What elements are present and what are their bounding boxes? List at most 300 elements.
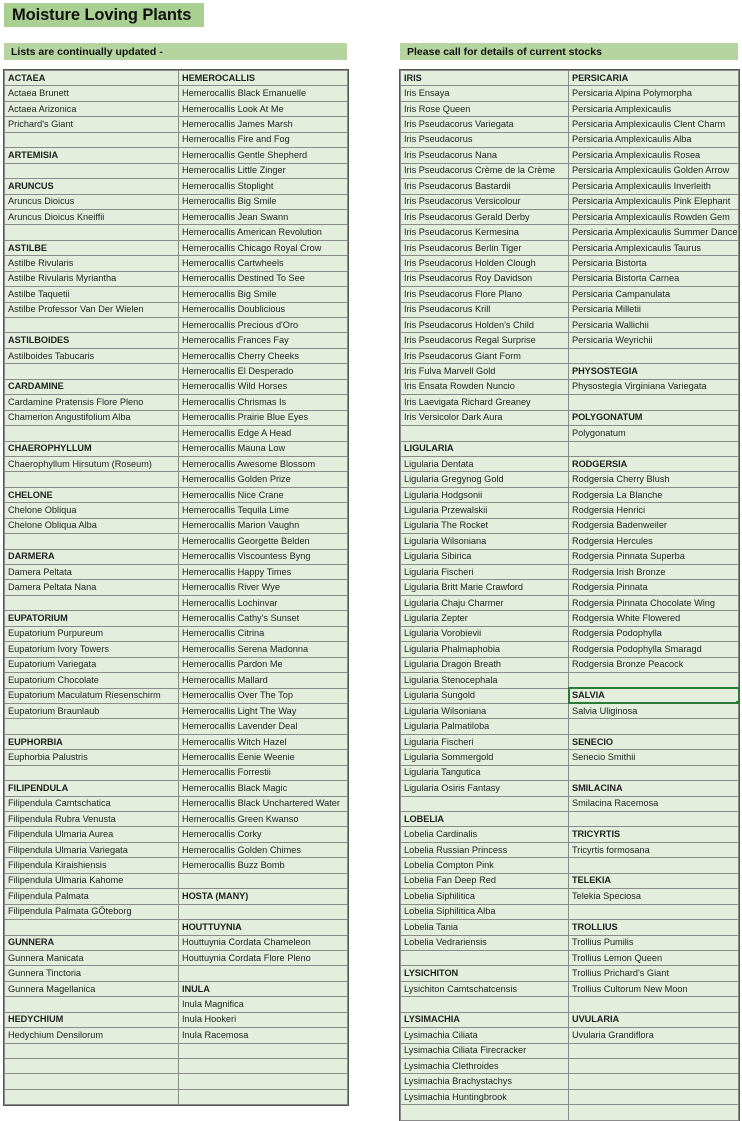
plant-name-cell[interactable]: Persicaria Amplexicaulis Rowden Gem: [569, 209, 739, 224]
plant-name-cell[interactable]: Astilbe Taquetii: [5, 287, 179, 302]
plant-name-cell[interactable]: Tricyrtis formosana: [569, 842, 739, 857]
genus-heading-cell[interactable]: ARTEMISIA: [5, 148, 179, 163]
plant-name-cell[interactable]: Iris Pseudacorus Krill: [401, 302, 569, 317]
plant-name-cell[interactable]: Hemerocallis El Desperado: [179, 364, 348, 379]
plant-name-cell[interactable]: Persicaria Weyrichii: [569, 333, 739, 348]
genus-heading-cell[interactable]: TROLLIUS: [569, 920, 739, 935]
table-row: [401, 163, 739, 178]
plant-name-cell[interactable]: Ligularia Palmatiloba: [401, 719, 569, 734]
table-row: [5, 333, 348, 348]
empty-cell[interactable]: [5, 472, 179, 487]
plant-name-cell[interactable]: Iris Pseudacorus Nana: [401, 148, 569, 163]
plant-name-cell[interactable]: Persicaria Alpina Polymorpha: [569, 86, 739, 101]
plant-name-cell[interactable]: Hemerocallis Look At Me: [179, 101, 348, 116]
plant-name-cell[interactable]: Iris Pseudacorus Holden Clough: [401, 256, 569, 271]
table-row: [401, 889, 739, 904]
plant-name-cell[interactable]: Hemerocallis Golden Chimes: [179, 842, 348, 857]
plant-name-cell[interactable]: Persicaria Campanulata: [569, 287, 739, 302]
empty-cell[interactable]: [569, 441, 739, 456]
plant-name-cell[interactable]: Ligularia Wilsoniana: [401, 534, 569, 549]
plant-name-cell[interactable]: Hemerocallis Prairie Blue Eyes: [179, 410, 348, 425]
plant-name-cell[interactable]: Hemerocallis Over The Top: [179, 688, 348, 703]
empty-cell[interactable]: [569, 1043, 739, 1058]
empty-cell[interactable]: [179, 904, 348, 919]
empty-cell[interactable]: [401, 997, 569, 1012]
table-row: [5, 642, 348, 657]
empty-cell[interactable]: [179, 1043, 348, 1058]
plant-name-cell[interactable]: Persicaria Amplexicaulis Rosea: [569, 148, 739, 163]
plant-name-cell[interactable]: Rodgersia Hercules: [569, 534, 739, 549]
plant-name-cell[interactable]: Hemerocallis Chrismas Is: [179, 395, 348, 410]
empty-cell[interactable]: [569, 812, 739, 827]
empty-cell[interactable]: [5, 132, 179, 147]
plant-name-cell[interactable]: Chelone Obliqua: [5, 503, 179, 518]
genus-heading-cell[interactable]: EUPATORIUM: [5, 611, 179, 626]
plant-name-cell[interactable]: Ligularia Sibirica: [401, 549, 569, 564]
plant-name-cell[interactable]: Inula Racemosa: [179, 1028, 348, 1043]
empty-cell[interactable]: [569, 904, 739, 919]
plant-name-cell[interactable]: Ligularia Tangutica: [401, 765, 569, 780]
empty-cell[interactable]: [5, 225, 179, 240]
plant-name-cell[interactable]: Hedychium Densilorum: [5, 1028, 179, 1043]
table-row: [401, 858, 739, 873]
genus-heading-cell[interactable]: LOBELIA: [401, 812, 569, 827]
plant-name-cell[interactable]: Ligularia Britt Marie Crawford: [401, 580, 569, 595]
plant-name-cell[interactable]: Hemerocallis Tequila Lime: [179, 503, 348, 518]
plant-name-cell[interactable]: Actaea Brunett: [5, 86, 179, 101]
plant-name-cell[interactable]: Ligularia Gregynog Gold: [401, 472, 569, 487]
plant-name-cell[interactable]: Hemerocallis Lavender Deal: [179, 719, 348, 734]
genus-heading-cell[interactable]: HOSTA (MANY): [179, 889, 348, 904]
plant-name-cell[interactable]: Damera Peltata: [5, 565, 179, 580]
table-row: [401, 503, 739, 518]
plant-name-cell[interactable]: Ligularia Dragon Breath: [401, 657, 569, 672]
empty-cell[interactable]: [569, 348, 739, 363]
plant-name-cell[interactable]: Salvia Uliginosa: [569, 703, 739, 718]
plant-name-cell[interactable]: Gunnera Magellanica: [5, 981, 179, 996]
plant-name-cell[interactable]: Euphorbia Palustris: [5, 750, 179, 765]
notice-text-left: Lists are continually updated -: [11, 45, 163, 58]
genus-heading-cell[interactable]: SALVIA: [569, 688, 739, 703]
empty-cell[interactable]: [179, 1089, 348, 1104]
plant-name-cell[interactable]: Lysichiton Camtschatcensis: [401, 981, 569, 996]
plant-name-cell[interactable]: Rodgersia Podophylla Smaragd: [569, 642, 739, 657]
plant-name-cell[interactable]: Hemerocallis Forrestii: [179, 765, 348, 780]
plant-name-cell[interactable]: Inula Hookeri: [179, 1012, 348, 1027]
table-row: [401, 549, 739, 564]
genus-heading-cell[interactable]: GUNNERA: [5, 935, 179, 950]
plant-name-cell[interactable]: Hemerocallis Citrina: [179, 626, 348, 641]
genus-heading-cell[interactable]: CHAEROPHYLLUM: [5, 441, 179, 456]
plant-name-cell[interactable]: Persicaria Amplexicaulis Alba: [569, 132, 739, 147]
plant-name-cell[interactable]: Iris Laevigata Richard Greaney: [401, 395, 569, 410]
plant-name-cell[interactable]: Lysimachia Clethroides: [401, 1059, 569, 1074]
empty-cell[interactable]: [5, 920, 179, 935]
table-row: [401, 796, 739, 811]
plant-name-cell[interactable]: Filipendula Ulmaria Variegata: [5, 842, 179, 857]
plant-name-cell[interactable]: Hemerocallis River Wye: [179, 580, 348, 595]
plant-name-cell[interactable]: Ligularia The Rocket: [401, 518, 569, 533]
genus-heading-cell[interactable]: HOUTTUYNIA: [179, 920, 348, 935]
plant-name-cell[interactable]: Hemerocallis Awesome Blossom: [179, 456, 348, 471]
empty-cell[interactable]: [5, 163, 179, 178]
empty-cell[interactable]: [5, 318, 179, 333]
plant-name-cell[interactable]: Uvularia Grandiflora: [569, 1028, 739, 1043]
plant-name-cell[interactable]: Hemerocallis Black Unchartered Water: [179, 796, 348, 811]
plant-name-cell[interactable]: Ligularia Chaju Charmer: [401, 595, 569, 610]
plant-name-cell[interactable]: Hemerocallis Corky: [179, 827, 348, 842]
plant-name-cell[interactable]: Filipendula Palmata GÖteborg: [5, 904, 179, 919]
plant-name-cell[interactable]: Trollius Cultorum New Moon: [569, 981, 739, 996]
plant-name-cell[interactable]: Persicaria Amplexicaulis: [569, 101, 739, 116]
plant-name-cell[interactable]: Iris Rose Queen: [401, 101, 569, 116]
table-row: [401, 565, 739, 580]
plant-name-cell[interactable]: Aruncus Dioicus Kneiffii: [5, 209, 179, 224]
genus-heading-cell[interactable]: PERSICARIA: [569, 71, 739, 86]
plant-name-cell[interactable]: Gunnera Manicata: [5, 950, 179, 965]
genus-heading-cell[interactable]: TELEKIA: [569, 873, 739, 888]
plant-name-cell[interactable]: Hemerocallis Serena Madonna: [179, 642, 348, 657]
genus-heading-cell[interactable]: ARUNCUS: [5, 179, 179, 194]
plant-name-cell[interactable]: Hemerocallis Green Kwanso: [179, 812, 348, 827]
table-row: [5, 426, 348, 441]
plant-name-cell[interactable]: Ligularia Fischeri: [401, 734, 569, 749]
table-row: [401, 812, 739, 827]
table-row: [5, 240, 348, 255]
plant-name-cell[interactable]: Iris Pseudacorus Kermesina: [401, 225, 569, 240]
plant-name-cell[interactable]: Physostegia Virginiana Variegata: [569, 379, 739, 394]
empty-cell[interactable]: [5, 1059, 179, 1074]
plant-name-cell[interactable]: Astilbe Professor Van Der Wielen: [5, 302, 179, 317]
plant-name-cell[interactable]: Lobelia Vedrariensis: [401, 935, 569, 950]
plant-name-cell[interactable]: Hemerocallis Light The Way: [179, 703, 348, 718]
plant-name-cell[interactable]: Aruncus Dioicus: [5, 194, 179, 209]
plant-name-cell[interactable]: Houttuynia Cordata Flore Pleno: [179, 950, 348, 965]
plant-name-cell[interactable]: Eupatorium Ivory Towers: [5, 642, 179, 657]
genus-heading-cell[interactable]: RODGERSIA: [569, 456, 739, 471]
plant-name-cell[interactable]: Rodgersia Badenweiler: [569, 518, 739, 533]
plant-name-cell[interactable]: Hemerocallis Little Zinger: [179, 163, 348, 178]
plant-name-cell[interactable]: Hemerocallis Viscountess Byng: [179, 549, 348, 564]
plant-name-cell[interactable]: Persicaria Amplexicaulis Pink Elephant: [569, 194, 739, 209]
empty-cell[interactable]: [5, 595, 179, 610]
plant-name-cell[interactable]: Lobelia Tania: [401, 920, 569, 935]
plant-name-cell[interactable]: Trollius Lemon Queen: [569, 950, 739, 965]
plant-name-cell[interactable]: Cardamine Pratensis Flore Pleno: [5, 395, 179, 410]
genus-heading-cell[interactable]: HEDYCHIUM: [5, 1012, 179, 1027]
table-row: [5, 796, 348, 811]
empty-cell[interactable]: [569, 673, 739, 688]
plant-name-cell[interactable]: Iris Ensata Rowden Nuncio: [401, 379, 569, 394]
plant-name-cell[interactable]: Hemerocallis Stoplight: [179, 179, 348, 194]
plant-name-cell[interactable]: Iris Versicolor Dark Aura: [401, 410, 569, 425]
plant-name-cell[interactable]: Rodgersia Cherry Blush: [569, 472, 739, 487]
plant-name-cell[interactable]: Hemerocallis Buzz Bomb: [179, 858, 348, 873]
empty-cell[interactable]: [5, 765, 179, 780]
selection-fill-handle[interactable]: [736, 701, 739, 704]
genus-heading-cell[interactable]: LYSICHITON: [401, 966, 569, 981]
table-row: [5, 750, 348, 765]
plant-name-cell[interactable]: Iris Pseudacorus Regal Surprise: [401, 333, 569, 348]
plant-name-cell[interactable]: Hemerocallis Pardon Me: [179, 657, 348, 672]
plant-name-cell[interactable]: Rodgersia Podophylla: [569, 626, 739, 641]
plant-name-cell[interactable]: Rodgersia White Flowered: [569, 611, 739, 626]
plant-name-cell[interactable]: Persicaria Bistorta: [569, 256, 739, 271]
table-row: [5, 441, 348, 456]
table-row: [401, 209, 739, 224]
plant-name-cell[interactable]: Hemerocallis Eenie Weenie: [179, 750, 348, 765]
empty-cell[interactable]: [569, 765, 739, 780]
table-row: [401, 318, 739, 333]
plant-name-cell[interactable]: Lysimachia Brachystachys: [401, 1074, 569, 1089]
plant-name-cell[interactable]: Persicaria Amplexicaulis Clent Charm: [569, 117, 739, 132]
plant-name-cell[interactable]: Iris Fulva Marvell Gold: [401, 364, 569, 379]
plant-name-cell[interactable]: Hemerocallis Big Smile: [179, 194, 348, 209]
table-row: [5, 256, 348, 271]
empty-cell[interactable]: [5, 426, 179, 441]
plant-name-cell[interactable]: Lobelia Siphilitica: [401, 889, 569, 904]
empty-cell[interactable]: [569, 395, 739, 410]
plant-name-cell[interactable]: Ligularia Hodgsonii: [401, 487, 569, 502]
empty-cell[interactable]: [401, 950, 569, 965]
table-row: [5, 503, 348, 518]
plant-name-cell[interactable]: Iris Pseudacorus Bastardii: [401, 179, 569, 194]
empty-cell[interactable]: [401, 796, 569, 811]
genus-heading-cell[interactable]: HEMEROCALLIS: [179, 71, 348, 86]
plant-name-cell[interactable]: Hemerocallis Edge A Head: [179, 426, 348, 441]
empty-cell[interactable]: [5, 719, 179, 734]
genus-heading-cell[interactable]: ACTAEA: [5, 71, 179, 86]
plant-name-cell[interactable]: Senecio Smithii: [569, 750, 739, 765]
plant-name-cell[interactable]: Iris Pseudacorus Roy Davidson: [401, 271, 569, 286]
plant-name-cell[interactable]: Hemerocallis Golden Prize: [179, 472, 348, 487]
plant-name-cell[interactable]: Lobelia Compton Pink: [401, 858, 569, 873]
plant-name-cell[interactable]: Persicaria Amplexicaulis Summer Dance: [569, 225, 739, 240]
genus-heading-cell[interactable]: SMILACINA: [569, 781, 739, 796]
plant-name-cell[interactable]: Lobelia Siphilitica Alba: [401, 904, 569, 919]
plant-name-cell[interactable]: Ligularia Dentata: [401, 456, 569, 471]
empty-cell[interactable]: [179, 1074, 348, 1089]
genus-heading-cell[interactable]: SENECIO: [569, 734, 739, 749]
empty-cell[interactable]: [569, 997, 739, 1012]
plant-name-cell[interactable]: Hemerocallis Lochinvar: [179, 595, 348, 610]
empty-cell[interactable]: [5, 534, 179, 549]
plant-name-cell[interactable]: Hemerocallis Cathy's Sunset: [179, 611, 348, 626]
plant-name-cell[interactable]: Hemerocallis Frances Fay: [179, 333, 348, 348]
table-row: [401, 487, 739, 502]
plant-name-cell[interactable]: Rodgersia Henrici: [569, 503, 739, 518]
plant-name-cell[interactable]: Rodgersia Irish Bronze: [569, 565, 739, 580]
plant-name-cell[interactable]: Hemerocallis Mallard: [179, 673, 348, 688]
plant-name-cell[interactable]: Hemerocallis Chicago Royal Crow: [179, 240, 348, 255]
plant-name-cell[interactable]: Eupatorium Variegata: [5, 657, 179, 672]
empty-cell[interactable]: [401, 1105, 569, 1120]
plant-name-cell[interactable]: Hemerocallis Marion Vaughn: [179, 518, 348, 533]
empty-cell[interactable]: [5, 1043, 179, 1058]
plant-name-cell[interactable]: Eupatorium Purpureum: [5, 626, 179, 641]
plant-name-cell[interactable]: Hemerocallis Fire and Fog: [179, 132, 348, 147]
plant-name-cell[interactable]: Rodgersia Pinnata Superba: [569, 549, 739, 564]
plant-name-cell[interactable]: Hemerocallis Witch Hazel: [179, 734, 348, 749]
genus-heading-cell[interactable]: ASTILBE: [5, 240, 179, 255]
notice-banner-left: [4, 43, 347, 60]
empty-cell[interactable]: [179, 873, 348, 888]
genus-heading-cell[interactable]: IRIS: [401, 71, 569, 86]
plant-name-cell[interactable]: Hemerocallis Precious d'Oro: [179, 318, 348, 333]
plant-name-cell[interactable]: Chamerion Angustifolium Alba: [5, 410, 179, 425]
plant-name-cell[interactable]: Eupatorium Maculatum Riesenschirm: [5, 688, 179, 703]
plant-name-cell[interactable]: Persicaria Bistorta Carnea: [569, 271, 739, 286]
empty-cell[interactable]: [401, 426, 569, 441]
plant-name-cell[interactable]: Iris Pseudacorus Giant Form: [401, 348, 569, 363]
plant-name-cell[interactable]: Polygonatum: [569, 426, 739, 441]
plant-name-cell[interactable]: Hemerocallis American Revolution: [179, 225, 348, 240]
page-title: Moisture Loving Plants: [12, 5, 192, 24]
plant-name-cell[interactable]: Hemerocallis Wild Horses: [179, 379, 348, 394]
table-row: [5, 318, 348, 333]
plant-name-cell[interactable]: Gunnera Tinctoria: [5, 966, 179, 981]
plant-name-cell[interactable]: Persicaria Amplexicaulis Taurus: [569, 240, 739, 255]
plant-name-cell[interactable]: Filipendula Rubra Venusta: [5, 812, 179, 827]
plant-name-cell[interactable]: Rodgersia Pinnata: [569, 580, 739, 595]
empty-cell[interactable]: [5, 1089, 179, 1104]
plant-name-cell[interactable]: Lysimachia Ciliata: [401, 1028, 569, 1043]
plant-name-cell[interactable]: Iris Pseudacorus Variegata: [401, 117, 569, 132]
plant-name-cell[interactable]: Hemerocallis Mauna Low: [179, 441, 348, 456]
plant-name-cell[interactable]: Iris Ensaya: [401, 86, 569, 101]
plant-name-cell[interactable]: Trollius Pumilis: [569, 935, 739, 950]
plant-name-cell[interactable]: Ligularia Osiris Fantasy: [401, 781, 569, 796]
plant-name-cell[interactable]: Ligularia Sungold: [401, 688, 569, 703]
genus-heading-cell[interactable]: FILIPENDULA: [5, 781, 179, 796]
plant-name-cell[interactable]: Filipendula Camtschatica: [5, 796, 179, 811]
plant-name-cell[interactable]: Actaea Arizonica: [5, 101, 179, 116]
plant-name-cell[interactable]: Ligularia Zepter: [401, 611, 569, 626]
empty-cell[interactable]: [5, 1074, 179, 1089]
genus-heading-cell[interactable]: LYSIMACHIA: [401, 1012, 569, 1027]
genus-heading-cell[interactable]: EUPHORBIA: [5, 734, 179, 749]
plant-name-cell[interactable]: Persicaria Amplexicaulis Golden Arrow: [569, 163, 739, 178]
plant-name-cell[interactable]: Iris Pseudacorus Flore Plano: [401, 287, 569, 302]
plant-name-cell[interactable]: Houttuynia Cordata Chameleon: [179, 935, 348, 950]
plant-name-cell[interactable]: Filipendula Palmata: [5, 889, 179, 904]
plant-name-cell[interactable]: Astilbe Rivularis: [5, 256, 179, 271]
genus-heading-cell[interactable]: PHYSOSTEGIA: [569, 364, 739, 379]
table-row: [401, 1089, 739, 1104]
plant-name-cell[interactable]: Iris Pseudacorus Versicolour: [401, 194, 569, 209]
plant-name-cell[interactable]: Rodgersia Bronze Peacock: [569, 657, 739, 672]
plant-name-cell[interactable]: Ligularia Stenocephala: [401, 673, 569, 688]
plant-name-cell[interactable]: Iris Pseudacorus Gerald Derby: [401, 209, 569, 224]
plant-name-cell[interactable]: Iris Pseudacorus Holden's Child: [401, 318, 569, 333]
plant-name-cell[interactable]: Hemerocallis Happy Times: [179, 565, 348, 580]
plant-name-cell[interactable]: Hemerocallis Doublicious: [179, 302, 348, 317]
plant-name-cell[interactable]: Trollius Prichard's Giant: [569, 966, 739, 981]
empty-cell[interactable]: [179, 966, 348, 981]
plant-name-cell[interactable]: Iris Pseudacorus Crème de la Crème: [401, 163, 569, 178]
plant-name-cell[interactable]: Hemerocallis Gentle Shepherd: [179, 148, 348, 163]
plant-name-cell[interactable]: Ligularia Przewalskii: [401, 503, 569, 518]
plant-name-cell[interactable]: Lysimachia Huntingbrook: [401, 1089, 569, 1104]
plant-name-cell[interactable]: Lobelia Cardinalis: [401, 827, 569, 842]
plant-name-cell[interactable]: Hemerocallis Black Magic: [179, 781, 348, 796]
plant-name-cell[interactable]: Filipendula Ulmaria Kahome: [5, 873, 179, 888]
genus-heading-cell[interactable]: LIGULARIA: [401, 441, 569, 456]
plant-name-cell[interactable]: Ligularia Vorobievii: [401, 626, 569, 641]
plant-name-cell[interactable]: Hemerocallis Georgette Belden: [179, 534, 348, 549]
plant-name-cell[interactable]: Filipendula Kiraishiensis: [5, 858, 179, 873]
empty-cell[interactable]: [569, 1074, 739, 1089]
plant-name-cell[interactable]: Rodgersia Pinnata Chocolate Wing: [569, 595, 739, 610]
plant-name-cell[interactable]: Inula Magnifica: [179, 997, 348, 1012]
plant-name-cell[interactable]: Hemerocallis Cherry Cheeks: [179, 348, 348, 363]
genus-heading-cell[interactable]: POLYGONATUM: [569, 410, 739, 425]
table-row: [5, 858, 348, 873]
plant-name-cell[interactable]: Lobelia Russian Princess: [401, 842, 569, 857]
plant-name-cell[interactable]: Lobelia Fan Deep Red: [401, 873, 569, 888]
empty-cell[interactable]: [569, 858, 739, 873]
plant-name-cell[interactable]: Ligularia Sommergold: [401, 750, 569, 765]
genus-heading-cell[interactable]: ASTILBOIDES: [5, 333, 179, 348]
genus-heading-cell[interactable]: INULA: [179, 981, 348, 996]
plant-name-cell[interactable]: Hemerocallis James Marsh: [179, 117, 348, 132]
plant-name-cell[interactable]: Eupatorium Braunlaub: [5, 703, 179, 718]
plant-name-cell[interactable]: Persicaria Milletii: [569, 302, 739, 317]
plant-name-cell[interactable]: Iris Pseudacorus: [401, 132, 569, 147]
plant-name-cell[interactable]: Chaerophyllum Hirsutum (Roseum): [5, 456, 179, 471]
plant-name-cell[interactable]: Ligularia Wilsoniana: [401, 703, 569, 718]
empty-cell[interactable]: [569, 1105, 739, 1120]
plant-name-cell[interactable]: Hemerocallis Jean Swann: [179, 209, 348, 224]
table-row: [5, 611, 348, 626]
empty-cell[interactable]: [569, 1089, 739, 1104]
table-row: [401, 1059, 739, 1074]
plant-name-cell[interactable]: Iris Pseudacorus Berlin Tiger: [401, 240, 569, 255]
plant-name-cell[interactable]: Astilboides Tabucaris: [5, 348, 179, 363]
empty-cell[interactable]: [5, 997, 179, 1012]
plant-name-cell[interactable]: Lysimachia Ciliata Firecracker: [401, 1043, 569, 1058]
empty-cell[interactable]: [569, 1059, 739, 1074]
genus-heading-cell[interactable]: UVULARIA: [569, 1012, 739, 1027]
plant-name-cell[interactable]: Telekia Speciosa: [569, 889, 739, 904]
genus-heading-cell[interactable]: DARMERA: [5, 549, 179, 564]
plant-name-cell[interactable]: Ligularia Fischeri: [401, 565, 569, 580]
plant-name-cell[interactable]: Ligularia Phalmaphobia: [401, 642, 569, 657]
plant-name-cell[interactable]: Filipendula Ulmaria Aurea: [5, 827, 179, 842]
plant-name-cell[interactable]: Persicaria Amplexicaulis Inverleith: [569, 179, 739, 194]
genus-heading-cell[interactable]: CARDAMINE: [5, 379, 179, 394]
plant-name-cell[interactable]: Smilacina Racemosa: [569, 796, 739, 811]
plant-name-cell[interactable]: Hemerocallis Black Emanuelle: [179, 86, 348, 101]
plant-name-cell[interactable]: Eupatorium Chocolate: [5, 673, 179, 688]
plant-name-cell[interactable]: Hemerocallis Cartwheels: [179, 256, 348, 271]
genus-heading-cell[interactable]: TRICYRTIS: [569, 827, 739, 842]
plant-name-cell[interactable]: Hemerocallis Nice Crane: [179, 487, 348, 502]
plant-name-cell[interactable]: Prichard's Giant: [5, 117, 179, 132]
plant-name-cell[interactable]: Hemerocallis Destined To See: [179, 271, 348, 286]
plant-name-cell[interactable]: Persicaria Wallichii: [569, 318, 739, 333]
plant-name-cell[interactable]: Damera Peltata Nana: [5, 580, 179, 595]
empty-cell[interactable]: [569, 719, 739, 734]
plant-name-cell[interactable]: Rodgersia La Blanche: [569, 487, 739, 502]
plant-name-cell[interactable]: Astilbe Rivularis Myriantha: [5, 271, 179, 286]
plant-name-cell[interactable]: Chelone Obliqua Alba: [5, 518, 179, 533]
plant-name-cell[interactable]: Hemerocallis Big Smile: [179, 287, 348, 302]
table-row: [401, 86, 739, 101]
empty-cell[interactable]: [5, 364, 179, 379]
empty-cell[interactable]: [179, 1059, 348, 1074]
genus-heading-cell[interactable]: CHELONE: [5, 487, 179, 502]
